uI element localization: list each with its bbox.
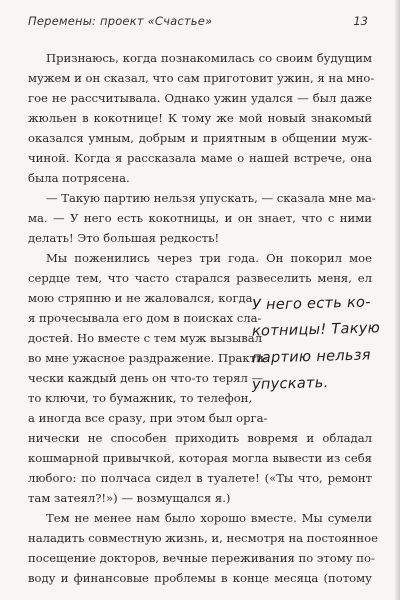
body-line: была потрясена. [28,171,130,185]
body-line: там затеял?!») — возмущался я.) [28,491,231,505]
page-edge [394,0,400,600]
body-line: чески каждый день он что-то терял — [28,371,264,385]
body-line: во мне ужасное раздражение. Практи- [28,351,268,365]
body-line: жюльен в кокотнице! К тому же мой новый знакомый [28,111,372,125]
body-line: делать! Это большая редкость! [28,231,220,245]
body-line: достей. Но вместе с тем муж вызывал [28,331,263,345]
body-line: — Такую партию нельзя упускать, — сказала мне ма- [46,191,376,205]
body-line: наладить совместную жизнь, и, несмотря на постоянное [28,531,378,545]
body-line: я прочесывала его дом в поисках сла- [28,311,262,325]
body-line: Признаюсь, когда познакомилась со своим будущим [46,51,372,65]
pullquote-line: У него есть ко- [251,294,372,314]
body-line: Мы поженились через три года. Он покорил мое [46,251,372,265]
body-line: воду и финансовые проблемы в конце месяца (потому [28,571,372,585]
running-header: Перемены: проект «Счастье» [28,14,213,28]
body-line: посещение докторов, вечные переживания по этому по- [28,551,375,565]
body-line: кошмарной привычкой, которая могла вывести из себя [28,451,372,465]
pullquote-line: партию нельзя [251,347,372,367]
body-line: оказался умным, добрым и приятным в общении муж- [28,131,372,145]
pullquote-line: упускать. [251,375,329,393]
body-line: а иногда все сразу, при этом был орга- [28,411,268,425]
page-number: 13 [353,14,368,28]
body-line: любого: по полчаса сидел в туалете! («Ты что, ремонт [28,471,372,485]
body-line: ма. — У него есть кокотницы, и он знает, что с ними [28,211,372,225]
body-line: то ключи, то бумажник, то телефон, [28,391,253,405]
body-line: Тем не менее нам было хорошо вместе. Мы сумели [46,511,372,525]
body-line: сердце тем, что часто старался развеселить меня, ел [28,271,372,285]
body-line: нически не способен приходить вовремя и обладал [28,431,372,445]
body-line: гое не рассчитывала. Однако ужин удался — был даже [28,91,372,105]
body-line: мужем и он сказал, что сам приготовит ужин, я на мно- [28,71,375,85]
pullquote-line: котницы! Такую [251,320,381,340]
body-line: мою стряпню и не жаловался, когда [28,291,253,305]
body-line: чиной. Когда я рассказала маме о нашей встрече, она [28,151,372,165]
